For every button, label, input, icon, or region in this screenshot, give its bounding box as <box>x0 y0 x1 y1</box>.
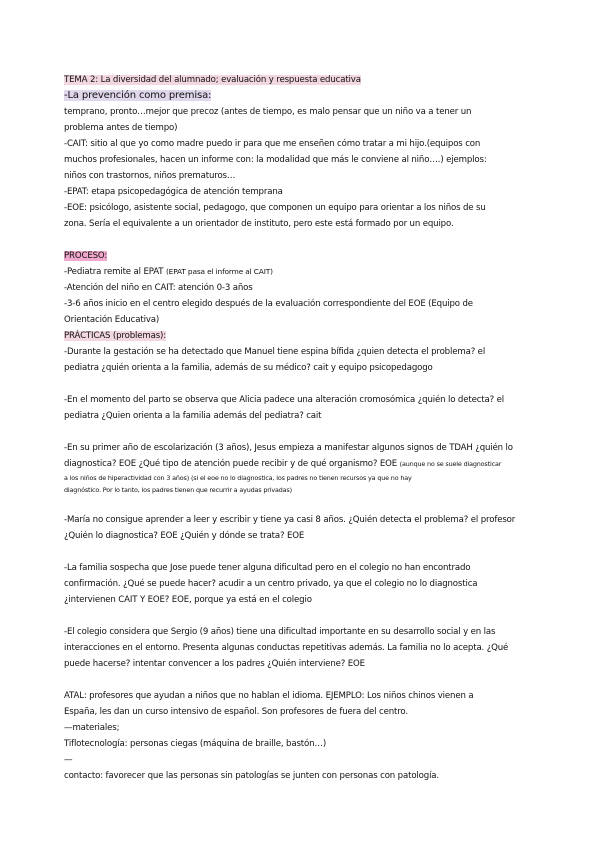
definition-cait: -CAIT: sitio al que yo como madre puedo ir para que me enseñen cómo tratar a mi hijo.(equipos con <box>64 139 481 149</box>
definition-eoe: zona. Sería el equivalente a un orientador de instituto, pero este está formado por un equipo. <box>64 219 454 229</box>
document-title: TEMA 2: La diversidad del alumnado; evaluación y respuesta educativa <box>64 75 361 85</box>
case-note-line: diagnóstico. Por lo tanto, los padres tienen que recurrir a ayudas privadas) <box>64 486 292 494</box>
proceso-step: -Atención del niño en CAIT: atención 0-3 años <box>64 283 253 293</box>
intro-line: problema antes de tiempo) <box>64 123 178 133</box>
spacer <box>64 544 536 560</box>
case-maria <box>64 512 536 544</box>
case-line <box>64 456 536 472</box>
spacer <box>64 608 536 624</box>
spacer <box>64 232 536 248</box>
case-jesus <box>64 440 536 496</box>
atal-line: contacto: favorecer que las personas sin patologías se junten con personas con patología. <box>64 771 440 781</box>
definition-eoe: -EOE: psicólogo, asistente social, pedagogo, que componen un equipo para orientar a los niños de su <box>64 203 486 213</box>
proceso-step-aside: (EPAT pasa el informe al CAIT) <box>165 267 273 276</box>
document-page <box>64 72 536 784</box>
practicas-heading-line <box>64 328 536 344</box>
case-line: pediatra ¿quién orienta a la familia, además de su médico? cait y equipo psicopedagogo <box>64 363 433 373</box>
case-line: -En su primer año de escolarización (3 años), Jesus empieza a manifestar algunos signos de TDAH ¿quién lo <box>64 443 513 453</box>
definition-cait: niños con trastornos, niños prematuros… <box>64 171 236 181</box>
atal-line: ATAL: profesores que ayudan a niños que no hablan el idioma. EJEMPLO: Los niños chinos vienen a <box>64 691 474 701</box>
definition-epat: -EPAT: etapa psicopedagógica de atención temprana <box>64 187 283 197</box>
subtitle-line <box>64 88 536 104</box>
case-jose <box>64 560 536 608</box>
proceso-step-text: -Pediatra remite al EPAT <box>64 267 166 277</box>
atal-line: — <box>64 755 73 765</box>
case-line: puede hacerse? intentar convencer a los padres ¿Quién interviene? EOE <box>64 659 365 669</box>
proceso-heading-line <box>64 248 536 264</box>
proceso-step: -3-6 años inicio en el centro elegido después de la evaluación correspondiente del EOE (Equipo de <box>64 299 473 309</box>
intro-line: temprano, pronto…mejor que precoz (antes de tiempo, es malo pensar que un niño va a tener un <box>64 107 472 117</box>
case-line: -La familia sospecha que Jose puede tener alguna dificultad pero en el colegio no han encontrado <box>64 563 471 573</box>
atal-line: España, les dan un curso intensivo de español. Son profesores de fuera del centro. <box>64 707 408 717</box>
spacer <box>64 376 536 392</box>
spacer <box>64 672 536 688</box>
section-subtitle: -La prevención como premisa: <box>64 90 212 101</box>
case-text: diagnostica? EOE ¿Qué tipo de atención puede recibir y de qué organismo? EOE <box>64 459 400 469</box>
atal-section <box>64 688 536 784</box>
case-note-line: a los niños de hiperactividad con 3 años) (si el eoe no lo diagnostica, los padres no tienen recursos ya que no hay <box>64 474 412 482</box>
atal-line: Tiflotecnología: personas ciegas (máquina de braille, bastón…) <box>64 739 327 749</box>
case-line: confirmación. ¿Qué se puede hacer? acudir a un centro privado, ya que el colegio no lo diagnostica <box>64 579 478 589</box>
proceso-step: Orientación Educativa) <box>64 315 160 325</box>
proceso-heading: PROCESO: <box>64 251 108 261</box>
case-line: -El colegio considera que Sergio (9 años) tiene una dificultad importante en su desarrollo social y en las <box>64 627 496 637</box>
case-alicia <box>64 392 536 424</box>
case-line: pediatra ¿Quien orienta a la familia además del pediatra? cait <box>64 411 322 421</box>
spacer <box>64 424 536 440</box>
atal-line: —materiales; <box>64 723 120 733</box>
spacer <box>64 496 536 512</box>
case-line: -En el momento del parto se observa que Alicia padece una alteración cromosómica ¿quién lo detecta? el <box>64 395 505 405</box>
practicas-heading: PRÁCTICAS (problemas): <box>64 331 166 341</box>
case-line: -Durante la gestación se ha detectado que Manuel tiene espina bífida ¿quien detecta el problema? el <box>64 347 486 357</box>
definition-cait: muchos profesionales, hacen un informe con: la modalidad que más le conviene al niño….) ejemplos: <box>64 155 487 165</box>
case-line: ¿intervienen CAIT Y EOE? EOE, porque ya está en el colegio <box>64 595 312 605</box>
case-note: (aunque no se suele diagnosticar <box>399 460 502 468</box>
title-line <box>64 72 536 88</box>
case-manuel <box>64 344 536 376</box>
case-line: ¿Quién lo diagnostica? EOE ¿Quién y dónde se trata? EOE <box>64 531 305 541</box>
case-line: -María no consigue aprender a leer y escribir y tiene ya casi 8 años. ¿Quién detecta el problema? el profesor <box>64 515 516 525</box>
proceso-step <box>64 264 536 280</box>
case-line: interacciones en el entorno. Presenta algunas conductas repetitivas además. La familia no lo acepta. ¿Qué <box>64 643 509 653</box>
case-sergio <box>64 624 536 672</box>
